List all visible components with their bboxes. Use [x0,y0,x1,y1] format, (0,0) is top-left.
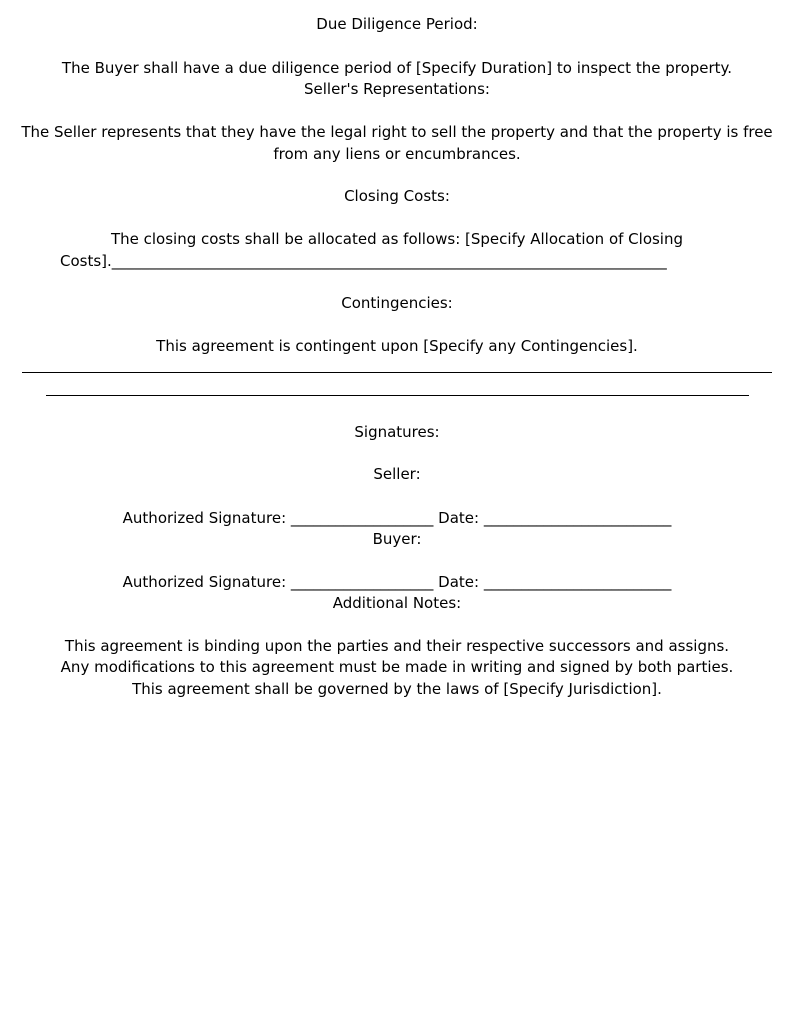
signatures-heading: Signatures: [354,423,440,441]
additional-notes-line-2: Any modifications to this agreement must be made in writing and signed by both parties. [60,658,734,676]
closing-costs-text-line-2: Costs].__________________________________________________________________________ [60,252,667,270]
additional-notes-heading: Additional Notes: [332,594,462,612]
closing-costs-text-line-1: The closing costs shall be allocated as follows: [Specify Allocation of Closing [110,230,684,248]
due-diligence-heading: Due Diligence Period: [316,15,478,33]
contingencies-blank-line-1 [22,372,772,373]
contingencies-heading: Contingencies: [341,294,453,312]
additional-notes-line-1: This agreement is binding upon the parties and their respective successors and assigns. [64,637,730,655]
buyer-signature-line: Authorized Signature: ___________________ Date: _________________________ [122,573,672,591]
seller-signature-line: Authorized Signature: ___________________ Date: _________________________ [122,509,672,527]
seller-representations-text-line-1: The Seller represents that they have the legal right to sell the property and that the property is free [21,123,773,141]
seller-label: Seller: [373,465,421,483]
additional-notes-line-3: This agreement shall be governed by the laws of [Specify Jurisdiction]. [132,680,662,698]
buyer-label: Buyer: [372,530,422,548]
seller-representations-heading: Seller's Representations: [304,80,490,98]
seller-representations-text-line-2: from any liens or encumbrances. [273,145,521,163]
due-diligence-text: The Buyer shall have a due diligence period of [Specify Duration] to inspect the property. [61,59,733,77]
contingencies-blank-line-2 [46,395,749,396]
contingencies-text: This agreement is contingent upon [Specify any Contingencies]. [156,337,638,355]
closing-costs-heading: Closing Costs: [344,187,450,205]
